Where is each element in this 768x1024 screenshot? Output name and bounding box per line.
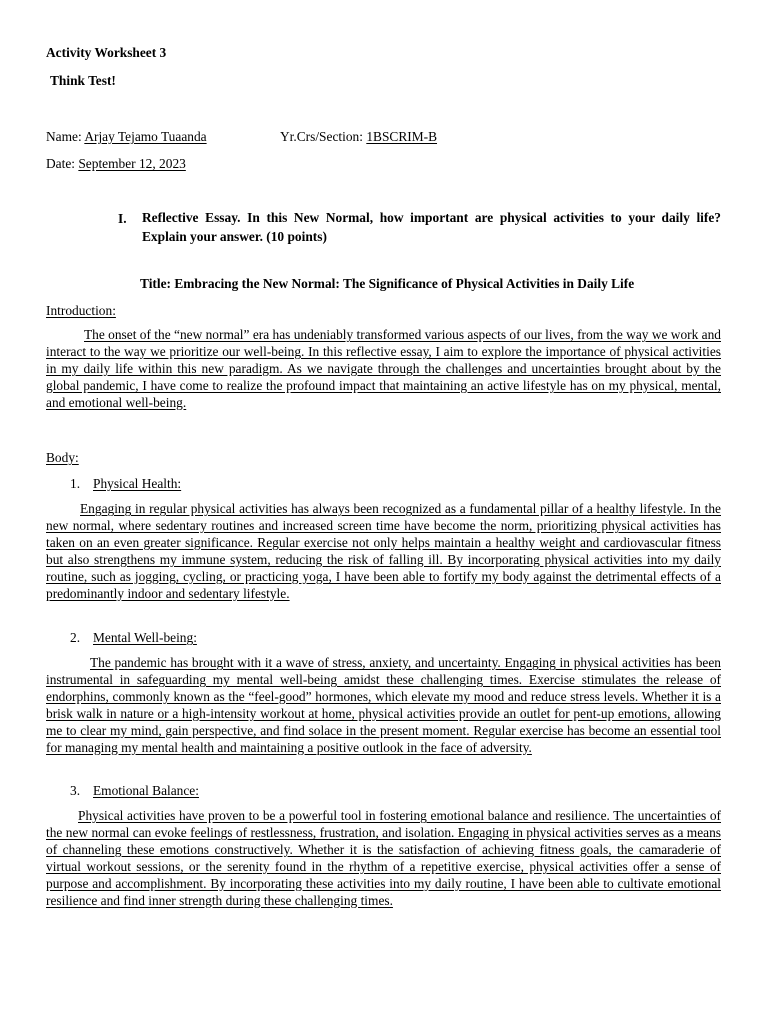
section-3-number: 3.	[70, 783, 81, 798]
section-2-heading: Mental Well-being:	[93, 630, 197, 645]
body-heading: Body:	[46, 450, 79, 465]
section-2-paragraph: The pandemic has brought with it a wave of stress, anxiety, and uncertainty. Engaging in physical activities has been instrumental in safeguarding my mental well-being amidst these challenging times. Exercise stimulates the release of endorphins, commonly known as the “feel-good” hormones, which elevate my mood and reduce stress levels. Whether it is a brisk walk in nature or a high-intensity workout at home, physical activities provide an outlet for pent-up emotions, allowing me to clear my mind, gain perspective, and find solace in the present moment. Regular exercise has become an essential tool for managing my mental health and maintaining a positive outlook in the face of adversity.	[46, 655, 721, 755]
section-1-heading: Physical Health:	[93, 476, 182, 491]
date-label: Date:	[46, 156, 75, 171]
activity-subtitle: Think Test!	[50, 73, 116, 88]
section-value: 1BSCRIM-B	[366, 129, 438, 144]
question-number: I.	[118, 211, 127, 226]
essay-title: Title: Embracing the New Normal: The Significance of Physical Activities in Daily Life	[140, 276, 635, 291]
activity-title: Activity Worksheet 3	[46, 45, 167, 60]
intro-paragraph: The onset of the “new normal” era has undeniably transformed various aspects of our lives, from the way we work and interact to the way we prioritize our well-being. In this reflective essay, I aim to explore the importance of physical activities in my daily life within this new paradigm. As we navigate through the challenges and uncertainties brought about by the global pandemic, I have come to realize the profound impact that maintaining an active lifestyle has on my physical, mental, and emotional well-being.	[46, 327, 721, 410]
section-1-number: 1.	[70, 476, 81, 491]
section-3-paragraph: Physical activities have proven to be a powerful tool in fostering emotional balance and resilience. The uncertainties of the new normal can evoke feelings of restlessness, frustration, and isolation. Engaging in physical activities serves as a means of channeling these emotions constructively. Whether it is the satisfaction of achieving fitness goals, the camaraderie of virtual workout sessions, or the serenity found in the rhythm of a repetitive exercise, physical activities offer a sense of purpose and accomplishment. By incorporating these activities into my daily routine, I have been able to cultivate emotional resilience and find inner strength during these challenging times.	[46, 808, 721, 908]
name-value: Arjay Tejamo Tuaanda	[84, 129, 207, 144]
date-row	[46, 156, 186, 172]
name-row	[46, 129, 207, 145]
name-label: Name:	[46, 129, 82, 144]
section-row	[280, 129, 437, 145]
date-value: September 12, 2023	[78, 156, 186, 171]
section-2-number: 2.	[70, 630, 81, 645]
question-text: Reflective Essay. In this New Normal, how important are physical activities to your daily life? Explain your answer. (10 points)	[142, 210, 721, 244]
intro-heading: Introduction:	[46, 303, 116, 318]
section-1-paragraph: Engaging in regular physical activities has always been recognized as a fundamental pillar of a healthy lifestyle. In the new normal, where sedentary routines and increased screen time have become the norm, prioritizing physical activities has taken on an even greater significance. Regular exercise not only helps maintain a healthy weight and cardiovascular fitness but also strengthens my immune system, reducing the risk of falling ill. By incorporating physical activities into my daily routine, such as jogging, cycling, or practicing yoga, I have been able to fortify my body against the detrimental effects of a predominantly indoor and sedentary lifestyle.	[46, 501, 721, 601]
section-label: Yr.Crs/Section:	[280, 129, 363, 144]
section-3-heading: Emotional Balance:	[93, 783, 199, 798]
